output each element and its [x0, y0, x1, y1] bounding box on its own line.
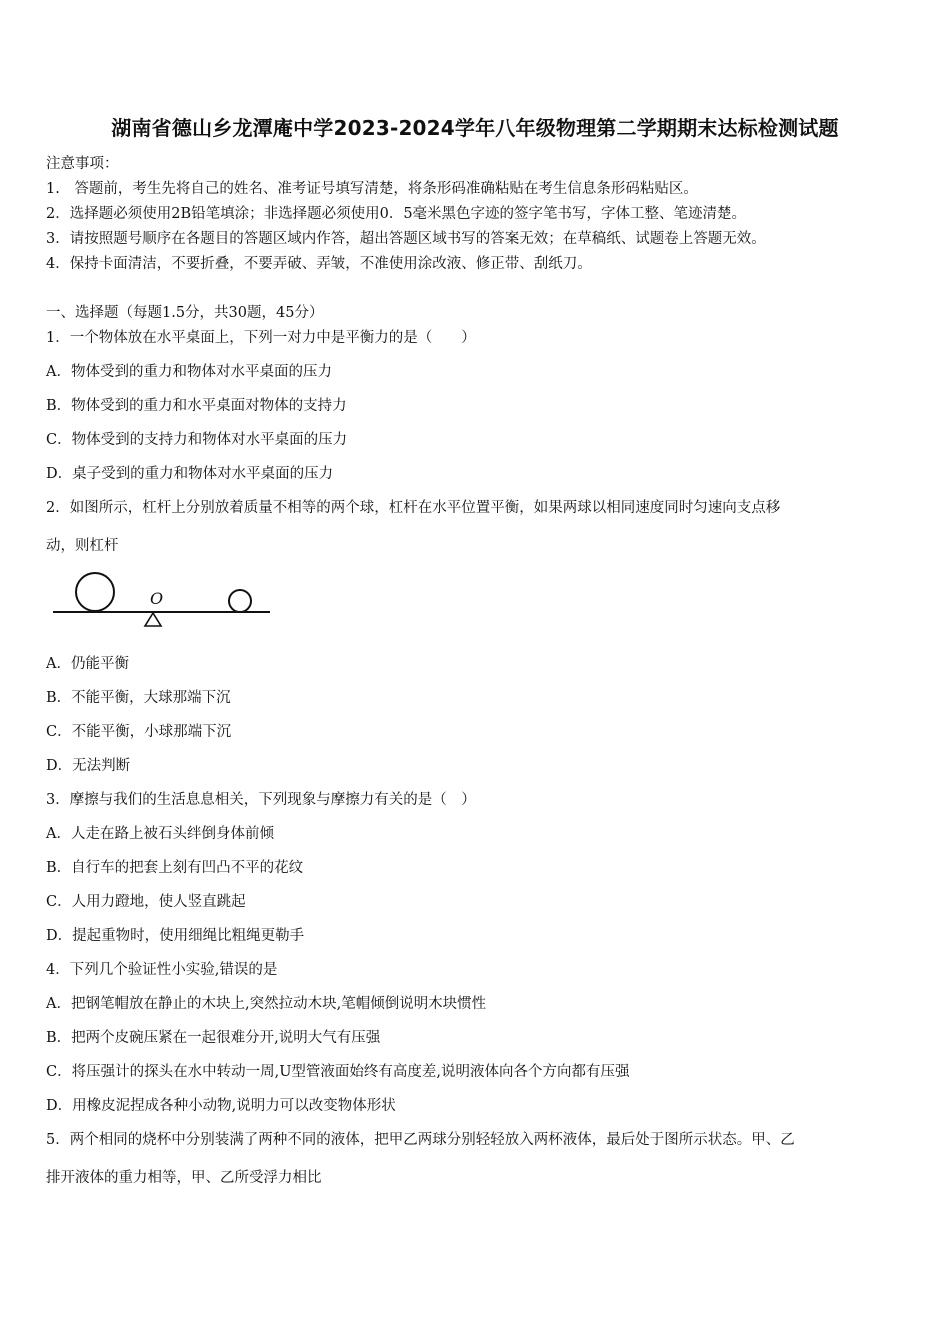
question-stem: 5．两个相同的烧杯中分别装满了两种不同的液体，把甲乙两球分别轻轻放入两杯液体，最后处于图所示状态。甲、乙 [46, 1132, 795, 1148]
option: A．物体受到的重力和物体对水平桌面的压力 [46, 364, 332, 380]
option: C．人用力蹬地，使人竖直跳起 [46, 894, 246, 910]
question-stem: 4．下列几个验证性小实验,错误的是 [46, 962, 278, 978]
question-stem-continued: 动，则杠杆 [46, 538, 119, 554]
notice-item: 1. 答题前，考生先将自己的姓名、准考证号填写清楚，将条形码准确粘贴在考生信息条形码粘贴区。 [46, 181, 698, 197]
lever-figure [50, 570, 275, 632]
option: D．用橡皮泥捏成各种小动物,说明力可以改变物体形状 [46, 1098, 396, 1114]
notice-item: 3．请按照题号顺序在各题目的答题区域内作答，超出答题区域书写的答案无效；在草稿纸、试题卷上答题无效。 [46, 231, 766, 247]
fulcrum-label: O [150, 589, 164, 608]
option: B．自行车的把套上刻有凹凸不平的花纹 [46, 860, 304, 876]
notice-item: 2．选择题必须使用2B铅笔填涂；非选择题必须使用0．5毫米黑色字迹的签字笔书写，字体工整、笔迹清楚。 [46, 206, 747, 222]
section-heading: 一、选择题（每题1.5分，共30题，45分） [46, 305, 324, 321]
notice-heading: 注意事项： [46, 156, 119, 172]
option: A．人走在路上被石头绊倒身体前倾 [46, 826, 274, 842]
notice-item: 4．保持卡面清洁，不要折叠，不要弄破、弄皱，不准使用涂改液、修正带、刮纸刀。 [46, 256, 592, 272]
page-title: 湖南省德山乡龙潭庵中学2023-2024学年八年级物理第二学期期末达标检测试题 [111, 116, 839, 140]
question-stem: 2．如图所示，杠杆上分别放着质量不相等的两个球，杠杆在水平位置平衡，如果两球以相同速度同时匀速向支点移 [46, 500, 781, 516]
option: C．物体受到的支持力和物体对水平桌面的压力 [46, 432, 348, 448]
small-ball [229, 590, 251, 612]
option: B．物体受到的重力和水平桌面对物体的支持力 [46, 398, 347, 414]
question-stem: 3．摩擦与我们的生活息息相关，下列现象与摩擦力有关的是（ ） [46, 792, 476, 808]
option: D．提起重物时，使用细绳比粗绳更勒手 [46, 928, 305, 944]
option: A．把钢笔帽放在静止的木块上,突然拉动木块,笔帽倾倒说明木块惯性 [46, 996, 487, 1012]
option: D．无法判断 [46, 758, 131, 774]
option: B．把两个皮碗压紧在一起很难分开,说明大气有压强 [46, 1030, 381, 1046]
question-stem-continued: 排开液体的重力相等，甲、乙所受浮力相比 [46, 1170, 322, 1186]
option: C．将压强计的探头在水中转动一周,U型管液面始终有高度差,说明液体向各个方向都有压强 [46, 1064, 630, 1080]
fulcrum-triangle [145, 613, 161, 626]
option: A．仍能平衡 [46, 656, 129, 672]
large-ball [76, 573, 114, 611]
option: D．桌子受到的重力和物体对水平桌面的压力 [46, 466, 334, 482]
option: C．不能平衡，小球那端下沉 [46, 724, 232, 740]
question-stem: 1．一个物体放在水平桌面上，下列一对力中是平衡力的是（ ） [46, 330, 476, 346]
option: B．不能平衡，大球那端下沉 [46, 690, 231, 706]
